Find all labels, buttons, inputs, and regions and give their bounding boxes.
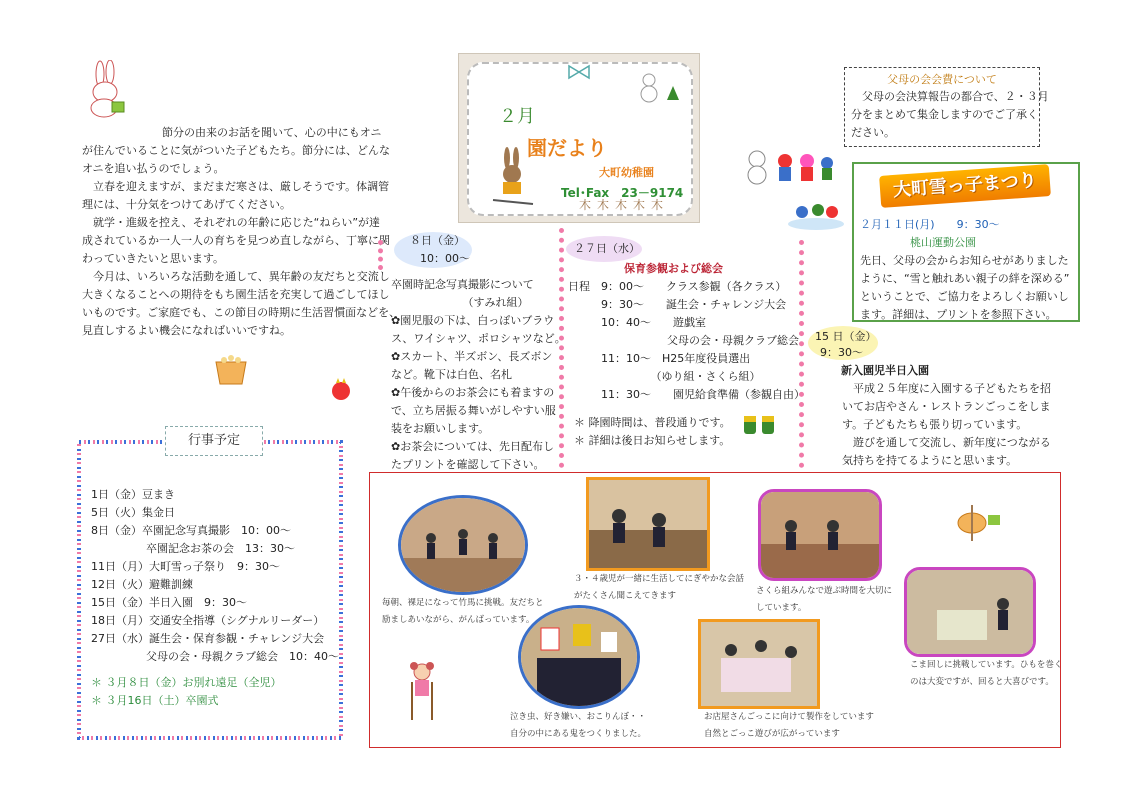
intro-line: わっていきたいと思います。 — [82, 252, 225, 265]
intro-line: 就学・進級を控え、それぞれの年齢に応じた“ねらい”が達 — [82, 216, 381, 229]
intro-line: 成されているか一人一人の育ちを見つめ直しながら、丁寧に関 — [82, 234, 390, 247]
rabbit-skiing-icon — [489, 146, 537, 206]
fee-title: 父母の会会費について — [887, 73, 997, 86]
schedule-note: ＊ ３月８日（金）お別れ遠足（全児） — [91, 676, 282, 689]
caption-line: ３・４歳児が一緒に生活してにぎやかな会話 — [574, 574, 745, 584]
col27-line: 9：30～ 誕生会・チャレンジ大会 — [568, 298, 787, 311]
intro-line: が住んでいることに気がついた子どもたち。節分には、どんな — [82, 144, 390, 157]
intro-line: 立春を迎えますが、まだまだ寒さは、厳しそうです。体調管 — [82, 180, 390, 193]
caption-line: こま回しに挑戦しています。ひもを巻く — [910, 660, 1063, 670]
tel-fax: Tel･Fax 23－9174 — [561, 186, 684, 200]
festival-notice — [852, 162, 1080, 322]
festival-date: ２月１１日(月) 9：30～ — [860, 218, 1000, 231]
col27-line: 父母の会・母親クラブ総会 — [568, 334, 799, 347]
col27-heading: 保育参観および総会 — [624, 262, 723, 275]
caption-line: 自然とごっこ遊びが広がっています — [704, 729, 840, 739]
intro-line: オニを追い払うのでしょう。 — [82, 162, 225, 175]
col27-line: 日程 9：00～ クラス参観（各クラス） — [568, 280, 787, 293]
festival-title: 大町雪っ子まつり — [879, 164, 1051, 208]
col27-text — [568, 278, 805, 404]
caption-line: お店屋さんごっこに向けて製作をしています — [704, 712, 874, 722]
col8-line: ✿午後からのお茶会にも着ますの — [391, 386, 555, 399]
snowman-icon — [637, 70, 685, 104]
col15-heading: 新入園児半日入園 — [841, 364, 929, 377]
intro-line: 節分の由来のお話を聞いて、心の中にもオニ — [162, 126, 382, 139]
schedule-item: 5日（火）集金日 — [91, 506, 175, 519]
ribbon-icon — [565, 64, 593, 80]
caption-sakura — [756, 583, 892, 617]
sledding-kids-icon — [786, 200, 846, 232]
divider-dots — [378, 240, 383, 270]
schedule-item: 11日（月）大町雪っ子祭り 9：30～ — [91, 560, 280, 573]
caption-line: 自分の中にある鬼をつくりました。 — [510, 729, 647, 739]
date-8: ８日（金） — [410, 234, 465, 247]
col8-line: ス、ワイシャツ、ポロシャツなど。 — [391, 332, 566, 345]
photo-sakura-class — [758, 489, 882, 581]
photo-conversation — [586, 477, 710, 571]
col8-line: たプリントを確認して下さい。 — [391, 458, 545, 471]
col8-line: （すみれ組） — [391, 296, 529, 309]
fee-line: ださい。 — [851, 126, 895, 139]
col15-line: 平成２５年度に入園する子どもたちを招 — [842, 382, 1051, 395]
intro-line: 今月は、いろいろな活動を通して、異年齢の友だちと交流し — [82, 270, 390, 283]
schedule-note: ＊ ３月16日（土）卒園式 — [91, 694, 219, 707]
schedule-item: 12日（火）避難訓練 — [91, 578, 193, 591]
intro-text — [82, 124, 401, 340]
col8-line: 装をお願いします。 — [391, 422, 490, 435]
schedule-item: 8日（金）卒園記念写真撮影 10：00～ — [91, 524, 291, 537]
col27-notes — [574, 414, 731, 450]
col27-line: （ゆり組・さくら組） — [568, 370, 761, 383]
month-label: ２月 — [499, 106, 535, 127]
caption-line: 泣き虫、好き嫌い、おこりんぼ・・ — [510, 712, 647, 722]
caption-oni — [510, 709, 646, 743]
photo-crafts — [698, 619, 820, 709]
col27-note: ＊ 降園時間は、普段通りです。 — [574, 416, 731, 429]
intro-line: 大きくなることへの期待をもち園生活を充実して過ごしてほし — [82, 288, 390, 301]
date-27: ２７日（水） — [574, 242, 640, 255]
time-8: 10：00～ — [420, 252, 470, 265]
fee-line: 父母の会決算報告の都合で、２・３月 — [851, 90, 1049, 103]
photo-oni-masks — [518, 605, 640, 709]
schedule-item: 27日（水）誕生会・保育参観・チャレンジ大会 — [91, 632, 325, 645]
caption-conversation — [574, 571, 744, 605]
bean-box-icon — [212, 352, 250, 386]
fee-notice — [844, 67, 1049, 147]
schedule-list — [91, 486, 339, 666]
caption-line: がたくさん聞こえてきます — [574, 591, 677, 601]
oni-icon — [330, 378, 352, 402]
tree-row-icon: ⽊⽊⽊⽊⽊ — [579, 198, 670, 212]
rabbit-icon — [82, 60, 130, 118]
col8-line: など。靴下は白色、名札 — [391, 368, 512, 381]
schedule-item: 父母の会・母親クラブ総会 10：40～ — [91, 650, 339, 663]
caption-line: のは大変ですが、回ると大喜びです。 — [910, 677, 1054, 687]
page-title: 園だより — [527, 136, 607, 160]
schedule-item: 18日（月）交通安全指導（シグナルリーダー） — [91, 614, 325, 627]
schedule-box — [77, 433, 343, 740]
photo-top-spinning — [904, 567, 1036, 657]
snow-kids-icon — [745, 145, 835, 185]
schedule-item: 卒園記念お茶の会 13：30～ — [91, 542, 295, 555]
col27-line: 10：40～ 遊戯室 — [568, 316, 706, 329]
divider-dots — [799, 240, 804, 468]
festival-line: ます。詳細は、プリントを参照下さい。 — [860, 308, 1057, 321]
festival-line: ということで、ご協力をよろしくお願いし — [860, 290, 1069, 303]
festival-line: 先日、父母の会からお知らせがありました — [860, 254, 1069, 267]
caption-top — [910, 657, 1062, 691]
festival-line: ように、“雪と触れあい親子の絆を深める” — [860, 272, 1070, 285]
schedule-item: 15日（金）半日入園 9：30～ — [91, 596, 247, 609]
caption-line: しています。 — [756, 603, 807, 613]
intro-line: いものです。ご家庭でも、この節目の時期に生活習慣面などを、 — [82, 306, 401, 319]
col8-text — [391, 276, 566, 474]
col15-line: いてお店やさん・レストランごっこをしま — [842, 400, 1051, 413]
girl-stilts-icon — [402, 660, 442, 722]
intro-line: 理には、十分気をつけてあげてください。 — [82, 198, 291, 211]
col15-line: す。子どもたちも張り切っています。 — [842, 418, 1028, 431]
col8-line: ✿お茶会については、先日配布し — [391, 440, 554, 453]
intro-line: 見直しするよい機会になればいいですね。 — [82, 324, 291, 337]
festival-place: 桃山運動公園 — [910, 236, 976, 249]
divider-dots — [559, 228, 564, 468]
school-name: 大町幼稚園 — [599, 166, 654, 179]
schedule-item: 1日（金）豆まき — [91, 488, 175, 501]
col15-line: 遊びを通して交流し、新年度につながる — [842, 436, 1051, 449]
newsletter-header — [458, 53, 700, 223]
photo-section — [369, 472, 1061, 748]
caption-line: 毎朝、裸足になって竹馬に挑戦。友だちと — [382, 598, 544, 608]
col8-line: 卒園時記念写真撮影について — [391, 278, 534, 291]
col15-text — [842, 380, 1051, 470]
col8-line: で、立ち居振る舞いがしやすい服 — [391, 404, 556, 417]
photo-stilts — [398, 495, 528, 595]
col8-line: ✿スカート、半ズボン、長ズボン — [391, 350, 553, 363]
col27-line: 11：30～ 園児給食準備（参観自由） — [568, 388, 805, 401]
fee-line: 分をまとめて集金しますのでご了承く — [851, 108, 1038, 121]
col27-note: ＊ 詳細は後日お知らせします。 — [574, 434, 731, 447]
schedule-notes — [91, 674, 282, 710]
col15-line: 気持ちを持てるようにと思います。 — [842, 454, 1018, 467]
schedule-title: 行事予定 — [165, 426, 263, 456]
col27-line: 11：10～ H25年度役員選出 — [568, 352, 751, 365]
time-15: 9：30～ — [820, 346, 863, 359]
col8-line: ✿園児服の下は、白っぽいブラウ — [391, 314, 555, 327]
boots-icon — [740, 410, 780, 440]
caption-crafts — [704, 709, 874, 743]
spinning-top-icon — [954, 501, 1004, 547]
caption-line: さくら組みんなで遊ぶ時間を大切に — [756, 586, 893, 596]
caption-line: 励ましあいながら、がんばっています。 — [382, 615, 535, 625]
date-15: 15 日（金） — [815, 330, 877, 343]
caption-stilts — [382, 595, 544, 629]
